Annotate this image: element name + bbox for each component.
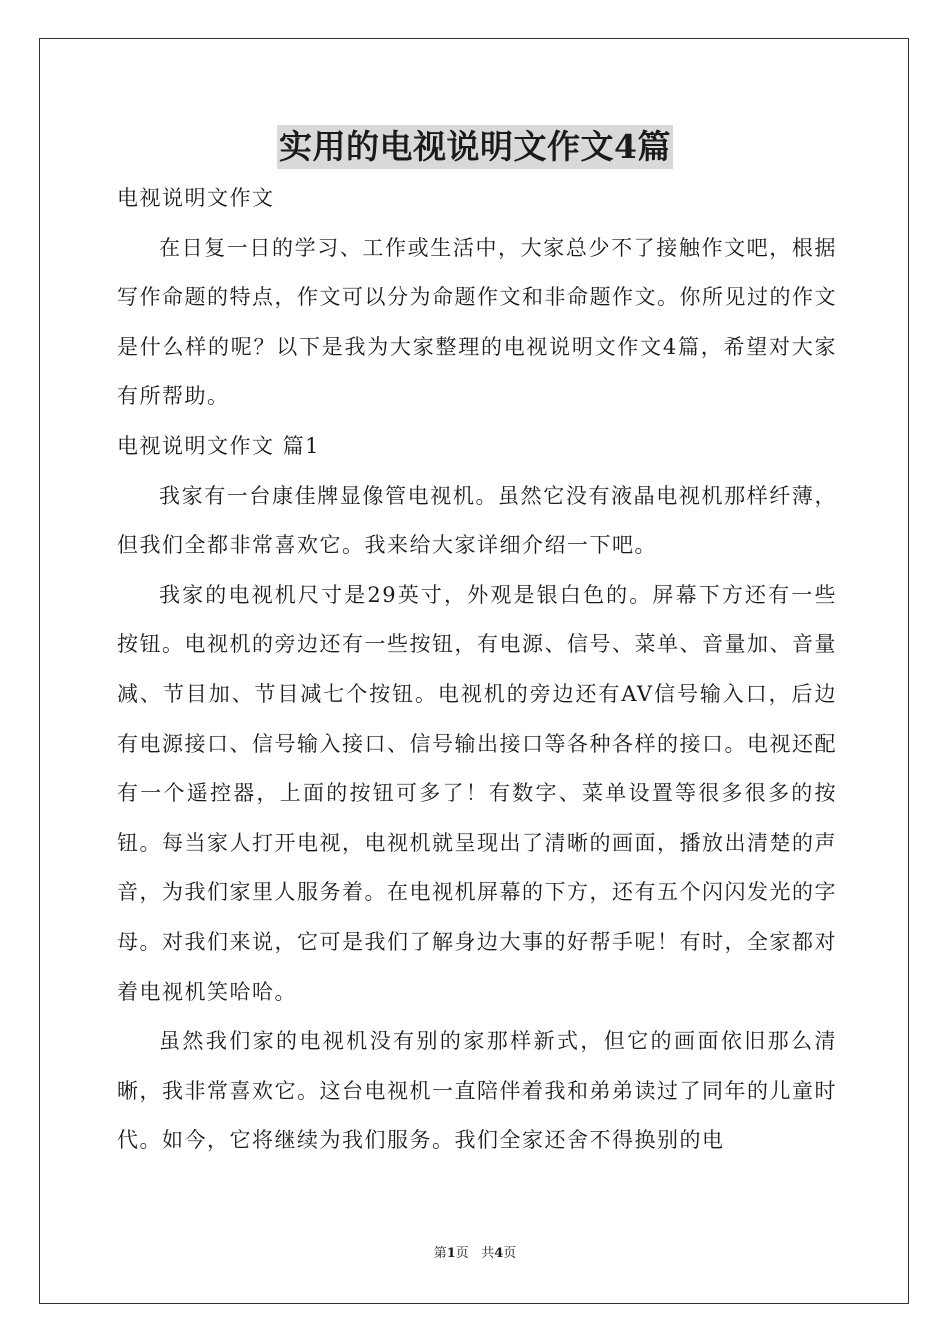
section-heading: 电视说明文作文: [117, 186, 275, 210]
page-footer: [0, 1244, 950, 1264]
page-current: 1: [446, 1246, 456, 1261]
total-label-prefix: 共: [481, 1246, 495, 1261]
paragraph: 我家的电视机尺寸是29英寸，外观是银白色的。屏幕下方还有一些按钮。电视机的旁边还有一些按钮，有电源、信号、菜单、音量加、音量减、节目加、节目减七个按钮。电视机的旁边还有AV信号输入口，后边有电源接口、信号输入接口、信号输出接口等各种各样的接口。电视还配有一个遥控器，上面的按钮可多了！有数字、菜单设置等很多很多的按钮。每当家人打开电视，电视机就呈现出了清晰的画面，播放出清楚的声音，为我们家里人服务着。在电视机屏幕的下方，还有五个闪闪发光的字母。对我们来说，它可是我们了解身边大事的好帮手呢！有时，全家都对着电视机笑哈哈。: [117, 582, 837, 1004]
document-body: [117, 174, 837, 1166]
page-label-mid: 页: [455, 1246, 469, 1261]
document-title: 实用的电视说明文作文4篇: [277, 125, 673, 169]
title-wrap: [0, 125, 950, 169]
paragraph: 虽然我们家的电视机没有别的家那样新式，但它的画面依旧那么清晰，我非常喜欢它。这台电视机一直陪伴着我和弟弟读过了同年的儿童时代。如今，它将继续为我们服务。我们全家还舍不得换别的电: [117, 1029, 837, 1153]
page-total: 4: [494, 1246, 504, 1261]
paragraph: 在日复一日的学习、工作或生活中，大家总少不了接触作文吧，根据写作命题的特点，作文可以分为命题作文和非命题作文。你所见过的作文是什么样的呢？以下是我为大家整理的电视说明文作文4篇，希望对大家有所帮助。: [117, 235, 837, 409]
total-label-suffix: 页: [503, 1246, 517, 1261]
section-heading: 电视说明文作文 篇1: [117, 433, 321, 458]
page-label-prefix: 第: [433, 1246, 447, 1261]
paragraph: 我家有一台康佳牌显像管电视机。虽然它没有液晶电视机那样纤薄，但我们全都非常喜欢它。我来给大家详细介绍一下吧。: [117, 483, 837, 558]
